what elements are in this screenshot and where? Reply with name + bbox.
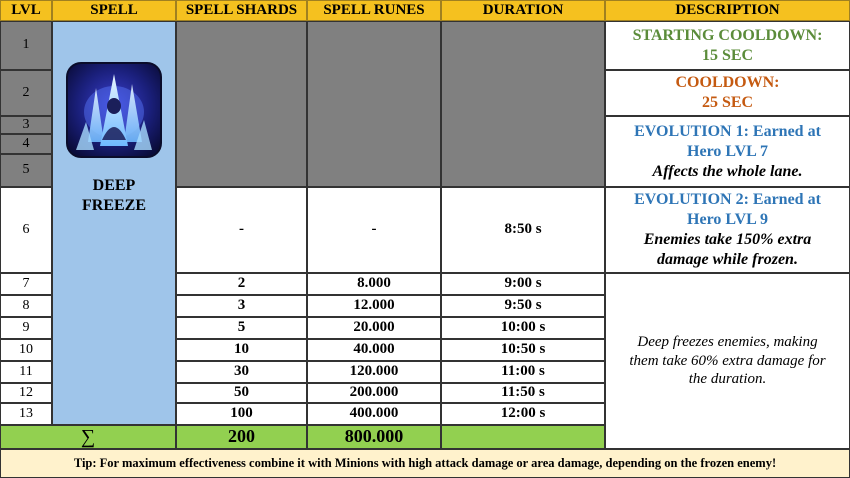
spell-effect-line-2: them take 60% extra damage for — [629, 352, 826, 369]
evolution-2-line-1: EVOLUTION 2: Earned at — [634, 191, 821, 208]
header-description: DESCRIPTION — [605, 0, 850, 21]
runes-cell: 200.000 — [307, 383, 441, 403]
spell-column — [52, 21, 176, 425]
level-cell-10: 10 — [0, 339, 52, 361]
tip-banner: Tip: For maximum effectiveness combine it with Minions with high attack damage or area damage, depending on the frozen enemy! — [0, 449, 850, 478]
total-duration-empty — [441, 425, 605, 449]
shards-cell: 30 — [176, 361, 307, 383]
spell-name-line-2: FREEZE — [81, 197, 146, 214]
duration-cell: 12:00 s — [441, 403, 605, 425]
header-spell: SPELL — [52, 0, 176, 21]
total-runes: 800.000 — [307, 425, 441, 449]
shards-cell: - — [176, 187, 307, 273]
shards-cell: 5 — [176, 317, 307, 339]
runes-cell: 120.000 — [307, 361, 441, 383]
duration-cell: 9:00 s — [441, 273, 605, 295]
shards-cell: 100 — [176, 403, 307, 425]
header-spell-runes: SPELL RUNES — [307, 0, 441, 21]
level-cell-13: 13 — [0, 403, 52, 425]
level-cell-3: 3 — [0, 116, 52, 134]
level-cell-6: 6 — [0, 187, 52, 273]
runes-cell: 12.000 — [307, 295, 441, 317]
runes-cell: 8.000 — [307, 273, 441, 295]
level-cell-2: 2 — [0, 70, 52, 116]
duration-cell: 11:50 s — [441, 383, 605, 403]
level-cell-7: 7 — [0, 273, 52, 295]
spell-effect-line-3: the duration. — [688, 371, 767, 388]
evolution-1-line-1: EVOLUTION 1: Earned at — [634, 122, 821, 140]
shards-cell: 3 — [176, 295, 307, 317]
evolution-2-line-2: Hero LVL 9 — [687, 211, 768, 228]
spell-effect-line-1: Deep freezes enemies, making — [637, 333, 818, 350]
duration-cell: 10:50 s — [441, 339, 605, 361]
header-duration: DURATION — [441, 0, 605, 21]
starting-cooldown-desc — [605, 21, 850, 70]
locked-shards-cell — [176, 21, 307, 187]
evolution-2-desc — [605, 187, 850, 273]
level-cell-1: 1 — [0, 21, 52, 70]
duration-cell: 9:50 s — [441, 295, 605, 317]
header-lvl: LVL — [0, 0, 52, 21]
starting-cooldown-value: 15 SEC — [701, 46, 754, 64]
starting-cooldown-label: STARTING COOLDOWN: — [632, 26, 823, 44]
spell-name — [82, 176, 146, 216]
level-cell-5: 5 — [0, 154, 52, 187]
runes-cell: 20.000 — [307, 317, 441, 339]
runes-cell: 40.000 — [307, 339, 441, 361]
locked-duration-cell — [441, 21, 605, 187]
level-cell-12: 12 — [0, 383, 52, 403]
total-shards: 200 — [176, 425, 307, 449]
cooldown-label: COOLDOWN: — [675, 74, 780, 91]
cooldown-value: 25 SEC — [701, 94, 754, 111]
header-spell-shards: SPELL SHARDS — [176, 0, 307, 21]
duration-cell: 11:00 s — [441, 361, 605, 383]
evolution-1-desc — [605, 116, 850, 187]
cooldown-desc — [605, 70, 850, 116]
evolution-2-effect-line-1: Enemies take 150% extra — [643, 231, 812, 248]
spell-effect-desc — [605, 273, 850, 449]
level-cell-9: 9 — [0, 317, 52, 339]
spell-name-line-1: DEEP — [92, 177, 136, 194]
duration-cell: 10:00 s — [441, 317, 605, 339]
duration-cell: 8:50 s — [441, 187, 605, 273]
runes-cell: - — [307, 187, 441, 273]
evolution-1-line-2: Hero LVL 7 — [687, 142, 768, 160]
shards-cell: 10 — [176, 339, 307, 361]
level-cell-8: 8 — [0, 295, 52, 317]
evolution-1-effect: Affects the whole lane. — [652, 162, 803, 180]
runes-cell: 400.000 — [307, 403, 441, 425]
level-cell-4: 4 — [0, 134, 52, 154]
shards-cell: 50 — [176, 383, 307, 403]
shards-cell: 2 — [176, 273, 307, 295]
locked-runes-cell — [307, 21, 441, 187]
level-cell-11: 11 — [0, 361, 52, 383]
deep-freeze-spell-icon — [66, 62, 162, 158]
evolution-2-effect-line-2: damage while frozen. — [657, 251, 798, 268]
total-sum-symbol: ∑ — [0, 425, 176, 449]
